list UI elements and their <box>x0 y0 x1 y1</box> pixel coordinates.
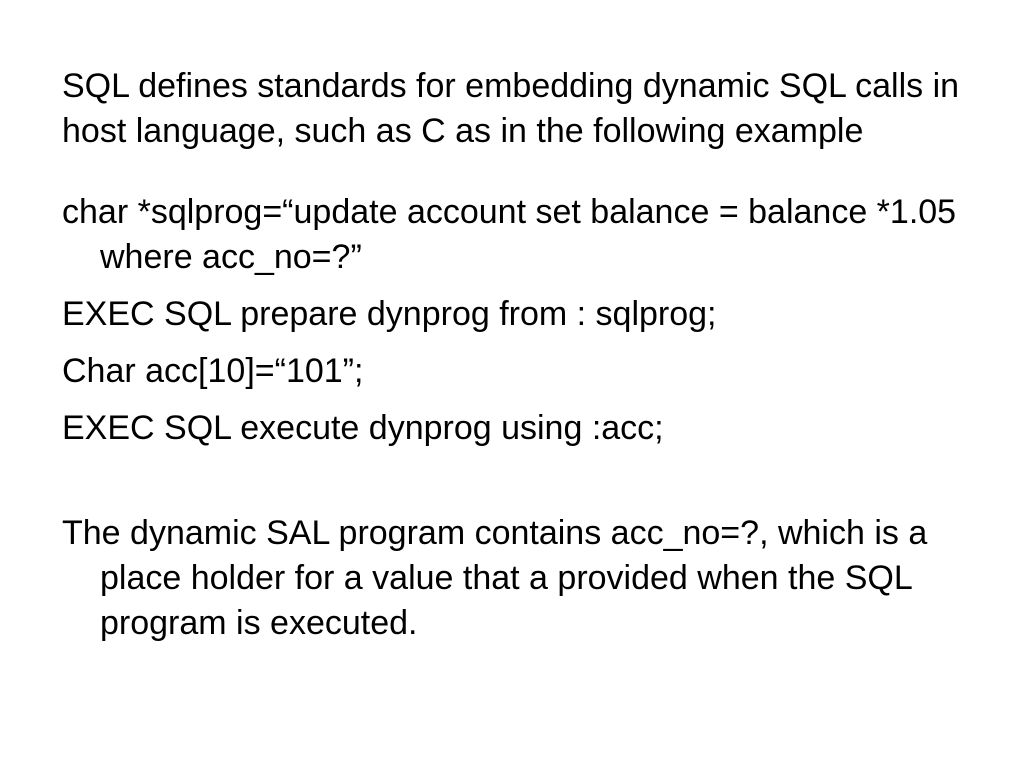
code-line-prepare: EXEC SQL prepare dynprog from : sqlprog; <box>62 295 717 333</box>
slide-heading: SQL defines standards for embedding dynamic SQL calls in host language, such as C as in the following example <box>62 67 960 150</box>
slide-body <box>62 190 962 646</box>
code-line-char-acc: Char acc[10]=“101”; <box>62 352 364 390</box>
code-line-execute: EXEC SQL execute dynprog using :acc; <box>62 409 664 447</box>
explanation-paragraph: The dynamic SAL program contains acc_no=?, which is a place holder for a value that a provided when the SQL program is executed. <box>62 514 928 642</box>
code-line-sqlprog: char *sqlprog=“update account set balance = balance *1.05 where acc_no=?” <box>62 193 957 276</box>
